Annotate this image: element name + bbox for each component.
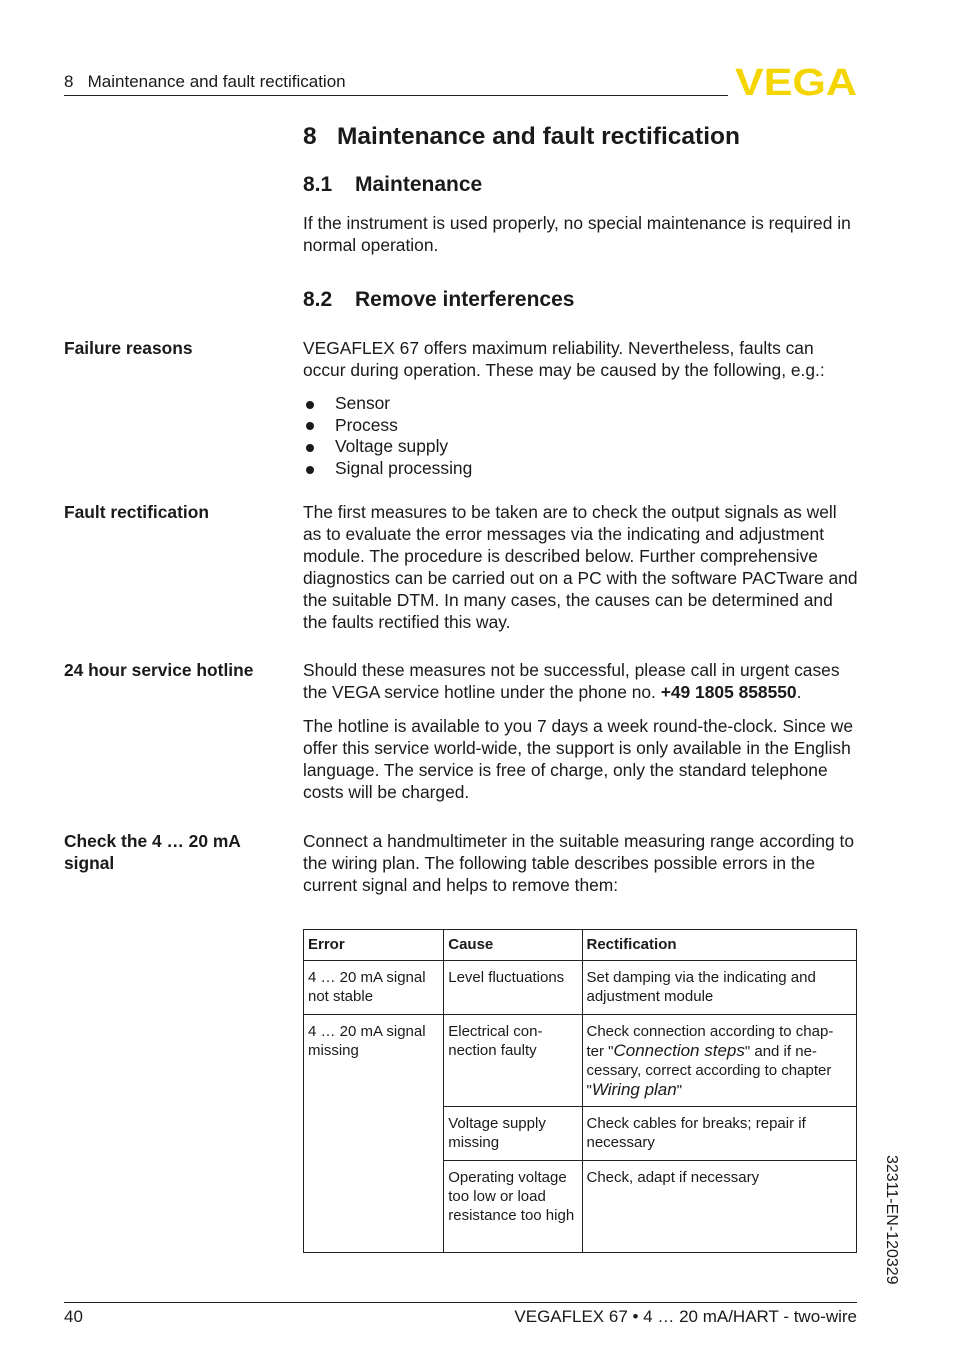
error-cell: 4 … 20 mA signal not stable	[304, 961, 444, 1015]
chapter-number: 8	[303, 123, 317, 150]
rectification-cell: Set damping via the indicating and adjustment module	[582, 961, 857, 1015]
fault-rectification-label: Fault rectification	[64, 502, 209, 522]
cause-cell: Voltage supply missing	[444, 1107, 582, 1161]
link-wiring-plan: Wiring plan	[591, 1080, 677, 1099]
hotline-label: 24 hour service hotline	[64, 660, 254, 680]
column-header-cause: Cause	[444, 930, 582, 961]
section-title: Maintenance	[355, 173, 483, 196]
section-number: 8.2	[303, 288, 333, 311]
section-heading-interferences	[303, 288, 574, 312]
failure-list	[303, 393, 472, 480]
bullet-icon	[306, 466, 314, 474]
cause-cell: Level fluctuations	[444, 961, 582, 1015]
logo-text: VEGA	[735, 64, 857, 98]
cause-cell: Electrical con- nection faulty	[444, 1015, 582, 1107]
list-item: Process	[303, 415, 472, 437]
table-header-row	[304, 930, 857, 961]
bullet-icon	[306, 444, 314, 452]
maintenance-paragraph: If the instrument is used properly, no special maintenance is required in normal operation.	[303, 213, 851, 255]
rectification-cell: Check, adapt if necessary	[582, 1161, 857, 1253]
chapter-heading	[303, 123, 740, 151]
hotline-paragraph: Should these measures not be successful, please call in urgent cases the VEGA service hotline under the phone no. +49 1805 858550.	[303, 660, 840, 702]
rectification-cell: Check cables for breaks; repair if necessary	[582, 1107, 857, 1161]
fault-rectification-paragraph: The first measures to be taken are to check the output signals as well as to evaluate the error messages via the indicating and adjustment module. The procedure is described below. Further comprehensive diagnostics can be carried out on a PC with the software PACTware and the suitable DTM. In many cases, the causes can be determined and the faults rectified this way.	[303, 502, 858, 632]
list-item: Voltage supply	[303, 436, 472, 458]
bullet-icon	[306, 401, 314, 409]
header-rule	[64, 95, 728, 96]
section-title: Remove interferences	[355, 288, 575, 311]
page-number: 40	[64, 1307, 83, 1326]
document-number: 32311-EN-120329	[883, 1155, 900, 1285]
failure-reasons-paragraph: VEGAFLEX 67 offers maximum reliability. Nevertheless, faults can occur during operation. These may be caused by the following, e.g.:	[303, 338, 825, 380]
table-row	[304, 961, 857, 1015]
chapter-title: Maintenance and fault rectification	[337, 123, 740, 150]
list-item: Sensor	[303, 393, 472, 415]
section-heading-maintenance	[303, 173, 482, 197]
column-header-rectification: Rectification	[582, 930, 857, 961]
footer-rule	[64, 1302, 857, 1303]
list-item: Signal processing	[303, 458, 472, 480]
cause-cell: Operating voltage too low or load resistance too high	[444, 1161, 582, 1253]
link-connection-steps: Connection steps	[613, 1041, 745, 1060]
column-header-error: Error	[304, 930, 444, 961]
rectification-cell: Check connection according to chap- ter "Connection steps" and if ne- cessary, correct according to chapter "Wiring plan"	[582, 1015, 857, 1107]
bullet-icon	[306, 422, 314, 430]
footer-product: VEGAFLEX 67 • 4 … 20 mA/HART - two-wire	[514, 1307, 857, 1326]
section-number: 8.1	[303, 173, 333, 196]
running-header: 8 Maintenance and fault rectification	[64, 72, 346, 91]
hotline-phone: +49 1805 858550	[660, 682, 797, 702]
vega-logo	[735, 64, 857, 98]
fault-table	[303, 929, 857, 1253]
hotline-availability-paragraph: The hotline is available to you 7 days a week round-the-clock. Since we offer this service world-wide, the support is only available in the English language. The service is free of charge, only the standard telephone costs will be charged.	[303, 716, 854, 802]
table-row	[304, 1015, 857, 1107]
failure-reasons-label: Failure reasons	[64, 338, 193, 358]
check-signal-label: Check the 4 … 20 mA signal	[64, 831, 241, 873]
error-cell: 4 … 20 mA signal missing	[304, 1015, 444, 1253]
check-signal-paragraph: Connect a handmultimeter in the suitable measuring range according to the wiring plan. The following table describes possible errors in the current signal and helps to remove them:	[303, 831, 855, 895]
